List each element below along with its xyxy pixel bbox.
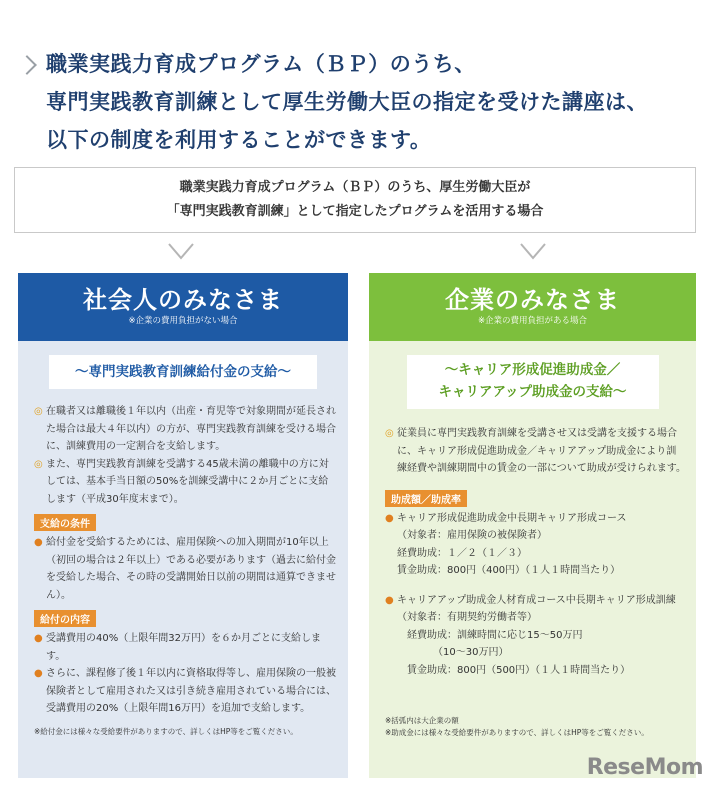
item-1-target: （対象者：雇用保険の被保険者） (397, 530, 547, 541)
subsidy-title-line-2: キャリアアップ助成金の支給〜 (438, 384, 627, 400)
individuals-note: ※給付金には様々な受給要件がありますので、詳しくはHP等をご覧ください。 (34, 726, 298, 736)
subsidy-item-1 (385, 510, 686, 580)
item-1-title: キャリア形成促進助成金中長期キャリア形成コース (397, 512, 627, 524)
benefit-title: 〜専門実践教育訓練給付金の支給〜 (49, 355, 317, 389)
item-2-wage: 賃金助成：800円（500円）（１人１時間当たり） (407, 664, 631, 676)
bullet-icon: ◎ (34, 406, 43, 417)
resemom-logo: ReseMom (586, 755, 703, 780)
bullet-icon: ◎ (34, 458, 43, 470)
companies-header (369, 273, 696, 341)
individuals-header (18, 273, 348, 341)
bullet-icon: ◎ (385, 428, 394, 439)
subsidy-para: ◎ 従業員に専門実践教育訓練を受講させ又は受講を支援する場合に、キャリア形成促進助成金／キャリアアップ助成金により訓練経費や訓練期間中の賃金の一部について助成が受けられます。 (385, 425, 686, 478)
individuals-subtitle: ※企業の費用負担がない場合 (128, 316, 238, 326)
conditions-tag: 支給の条件 (34, 514, 96, 531)
item-1-expense: 経費助成：１／２（１／３） (397, 547, 527, 559)
dot-icon: ● (385, 594, 394, 606)
benefit-para-1: ◎ 在職者又は離職後１年以内（出産・育児等で対象期間が延長された場合は最大４年以内）の方が、専門実践教育訓練を受ける場合に、訓練費用の一定割合を支給します。 (34, 403, 338, 456)
individuals-column (18, 273, 348, 778)
companies-title: 企業のみなさま (445, 286, 620, 314)
companies-note-1: ※括弧内は大企業の額 (385, 716, 459, 725)
item-2-expense: 経費助成：訓練時間に応じ15〜50万円 (407, 629, 583, 641)
dot-icon: ● (34, 668, 43, 679)
content-tag: 給付の内容 (34, 610, 96, 627)
down-arrow-icon (518, 236, 548, 266)
headline-line-3: 以下の制度を利用することができます。 (46, 128, 432, 152)
rate-tag: 助成額／助成率 (385, 490, 467, 507)
individuals-title: 社会人のみなさま (83, 286, 283, 314)
item-2-expense-large: （10〜30万円） (433, 647, 509, 658)
condition-line-2: 「専門実践教育訓練」として指定したプログラムを活用する場合 (166, 204, 544, 219)
content-item-1: ● 受講費用の40%（上限年間32万円）を６か月ごとに支給します。 (34, 630, 338, 665)
subsidy-title-line-1: 〜キャリア形成促進助成金／ (444, 362, 621, 378)
condition-line-1: 職業実践力育成プログラム（ＢＰ）のうち、厚生労働大臣が (179, 180, 531, 195)
subsidy-title (407, 355, 659, 409)
companies-note-2: ※助成金には様々な受給要件がありますので、詳しくはHP等をご覧ください。 (385, 728, 649, 737)
subsidy-item-2 (385, 592, 686, 680)
dot-icon: ● (385, 512, 394, 524)
conditions-text: ● 給付金を受給するためには、雇用保険への加入期間が10年以上（初回の場合は２年以上）である必要があります（過去に給付金を受給した場合、その時の受講開始日以前の期間は通算できません）。 (34, 534, 338, 604)
chevron-right-icon (17, 55, 37, 75)
companies-subtitle: ※企業の費用負担がある場合 (477, 316, 588, 326)
headline-line-1: 職業実践力育成プログラム（ＢＰ）のうち、 (46, 52, 476, 76)
dot-icon: ● (34, 537, 43, 548)
item-2-title: キャリアアップ助成金人材育成コース中長期キャリア形成訓練（対象者：有期契約労働者等） (397, 594, 676, 623)
companies-column (369, 273, 696, 778)
condition-box (14, 167, 696, 233)
dot-icon: ● (34, 633, 43, 644)
item-1-wage: 賃金助成：800円（400円）（１人１時間当たり） (397, 565, 621, 576)
benefit-para-2: ◎ また、専門実践教育訓練を受講する45歳未満の離職中の方に対しては、基本手当日額の50%を訓練受講中に２か月ごとに支給します（平成30年度末まで）。 (34, 456, 338, 509)
content-item-2: ● さらに、課程修了後１年以内に資格取得等し、雇用保険の一般被保険者として雇用された又は引き続き雇用されている場合には、受講費用の20%（上限年間16万円）を追加で支給します。 (34, 665, 338, 718)
down-arrow-icon (166, 236, 196, 266)
headline-line-2: 専門実践教育訓練として厚生労働大臣の指定を受けた講座は、 (46, 90, 648, 114)
